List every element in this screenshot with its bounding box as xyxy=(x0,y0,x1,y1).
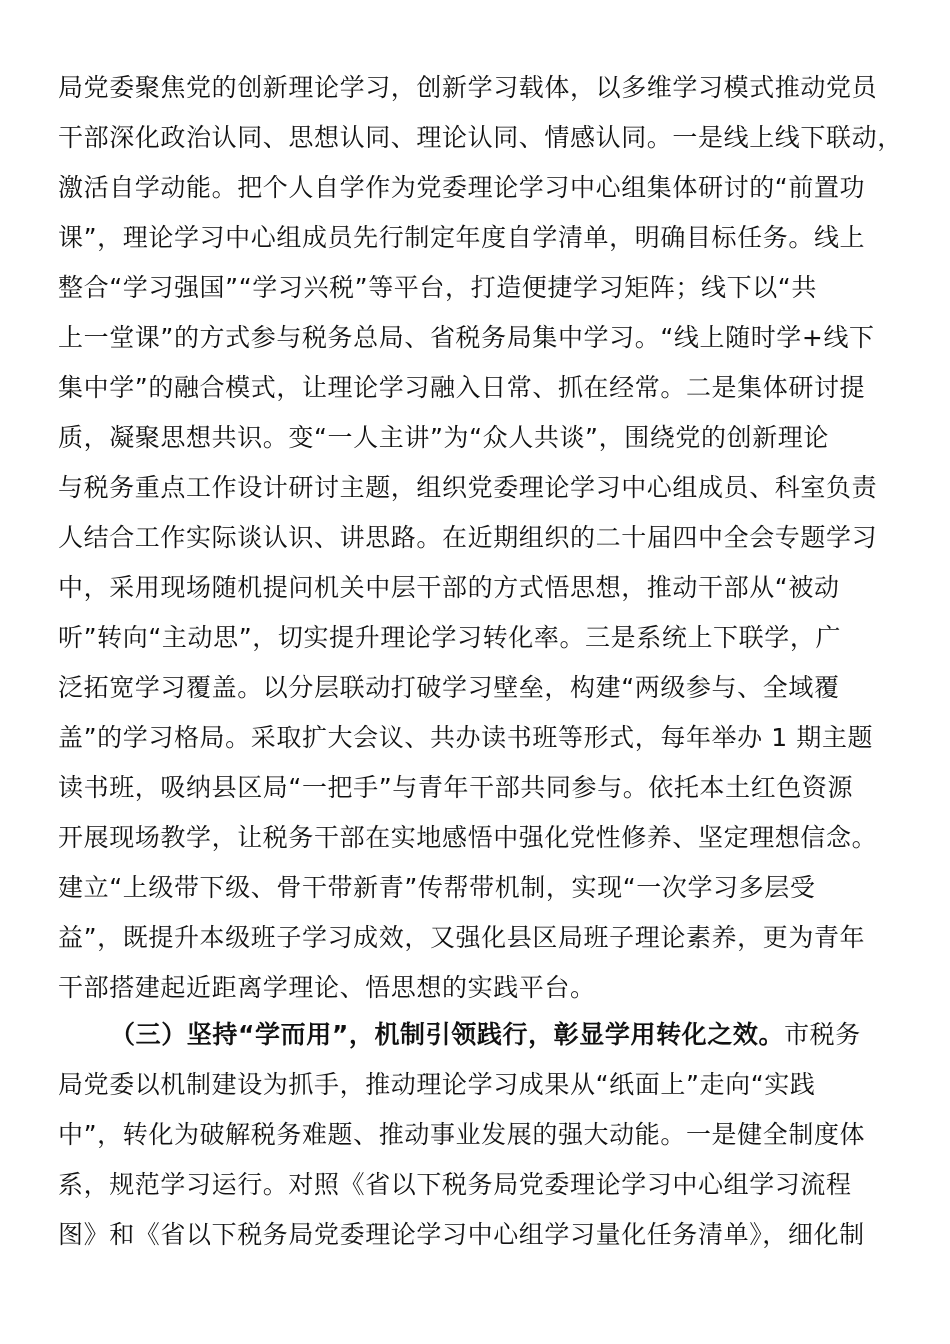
text-line: 干部深化政治认同、思想认同、理论认同、情感认同。一是线上线下联动， xyxy=(58,123,903,152)
text-line: 上一堂课”的方式参与税务总局、省税务局集中学习。“线上随时学+线下 xyxy=(58,323,875,352)
text-line: 图》和《省以下税务局党委理论学习中心组学习量化任务清单》，细化制 xyxy=(58,1220,865,1249)
text-line: 整合“学习强国”“学习兴税”等平台，打造便捷学习矩阵；线下以“共 xyxy=(58,273,817,302)
section-heading-tail: 市税务 xyxy=(784,1020,861,1049)
text-line: 益”，既提升本级班子学习成效，又强化县区局班子理论素养，更为青年 xyxy=(58,923,866,952)
text-line: 读书班，吸纳县区局“一把手”与青年干部共同参与。依托本土红色资源 xyxy=(58,773,854,802)
text-line: 听”转向“主动思”，切实提升理论学习转化率。三是系统上下联学，广 xyxy=(58,623,842,652)
text-line: 干部搭建起近距离学理论、悟思想的实践平台。 xyxy=(58,973,596,1002)
text-line: 中，采用现场随机提问机关中层干部的方式悟思想，推动干部从“被动 xyxy=(58,573,840,602)
text-line: 建立“上级带下级、骨干带新青”传帮带机制，实现“一次学习多层受 xyxy=(58,873,816,902)
text-line: 质，凝聚思想共识。变“一人主讲”为“众人共谈”，围绕党的创新理论 xyxy=(58,423,830,452)
section-heading: （三）坚持“学而用”，机制引领践行，彰显学用转化之效。 xyxy=(110,1020,785,1049)
section-heading-line xyxy=(110,1015,950,1055)
text-line: 泛拓宽学习覆盖。以分层联动打破学习壁垒，构建“两级参与、全域覆 xyxy=(58,673,840,702)
text-line: 开展现场教学，让税务干部在实地感悟中强化党性修养、坚定理想信念。 xyxy=(58,823,878,852)
text-line: 系，规范学习运行。对照《省以下税务局党委理论学习中心组学习流程 xyxy=(58,1170,852,1199)
text-line: 局党委聚焦党的创新理论学习，创新学习载体，以多维学习模式推动党员 xyxy=(58,73,878,102)
text-line: 与税务重点工作设计研讨主题，组织党委理论学习中心组成员、科室负责 xyxy=(58,473,878,502)
text-line: 集中学”的融合模式，让理论学习融入日常、抓在经常。二是集体研讨提 xyxy=(58,373,866,402)
text-line: 课”，理论学习中心组成员先行制定年度自学清单，明确目标任务。线上 xyxy=(58,223,866,252)
text-line: 人结合工作实际谈认识、讲思路。在近期组织的二十届四中全会专题学习 xyxy=(58,523,878,552)
text-line: 激活自学动能。把个人自学作为党委理论学习中心组集体研讨的“前置功 xyxy=(58,173,866,202)
text-line: 中”，转化为破解税务难题、推动事业发展的强大动能。一是健全制度体 xyxy=(58,1120,866,1149)
text-line: 局党委以机制建设为抓手，推动理论学习成果从“纸面上”走向“实践 xyxy=(58,1070,816,1099)
text-line: 盖”的学习格局。采取扩大会议、共办读书班等形式，每年举办 1 期主题 xyxy=(58,723,874,752)
